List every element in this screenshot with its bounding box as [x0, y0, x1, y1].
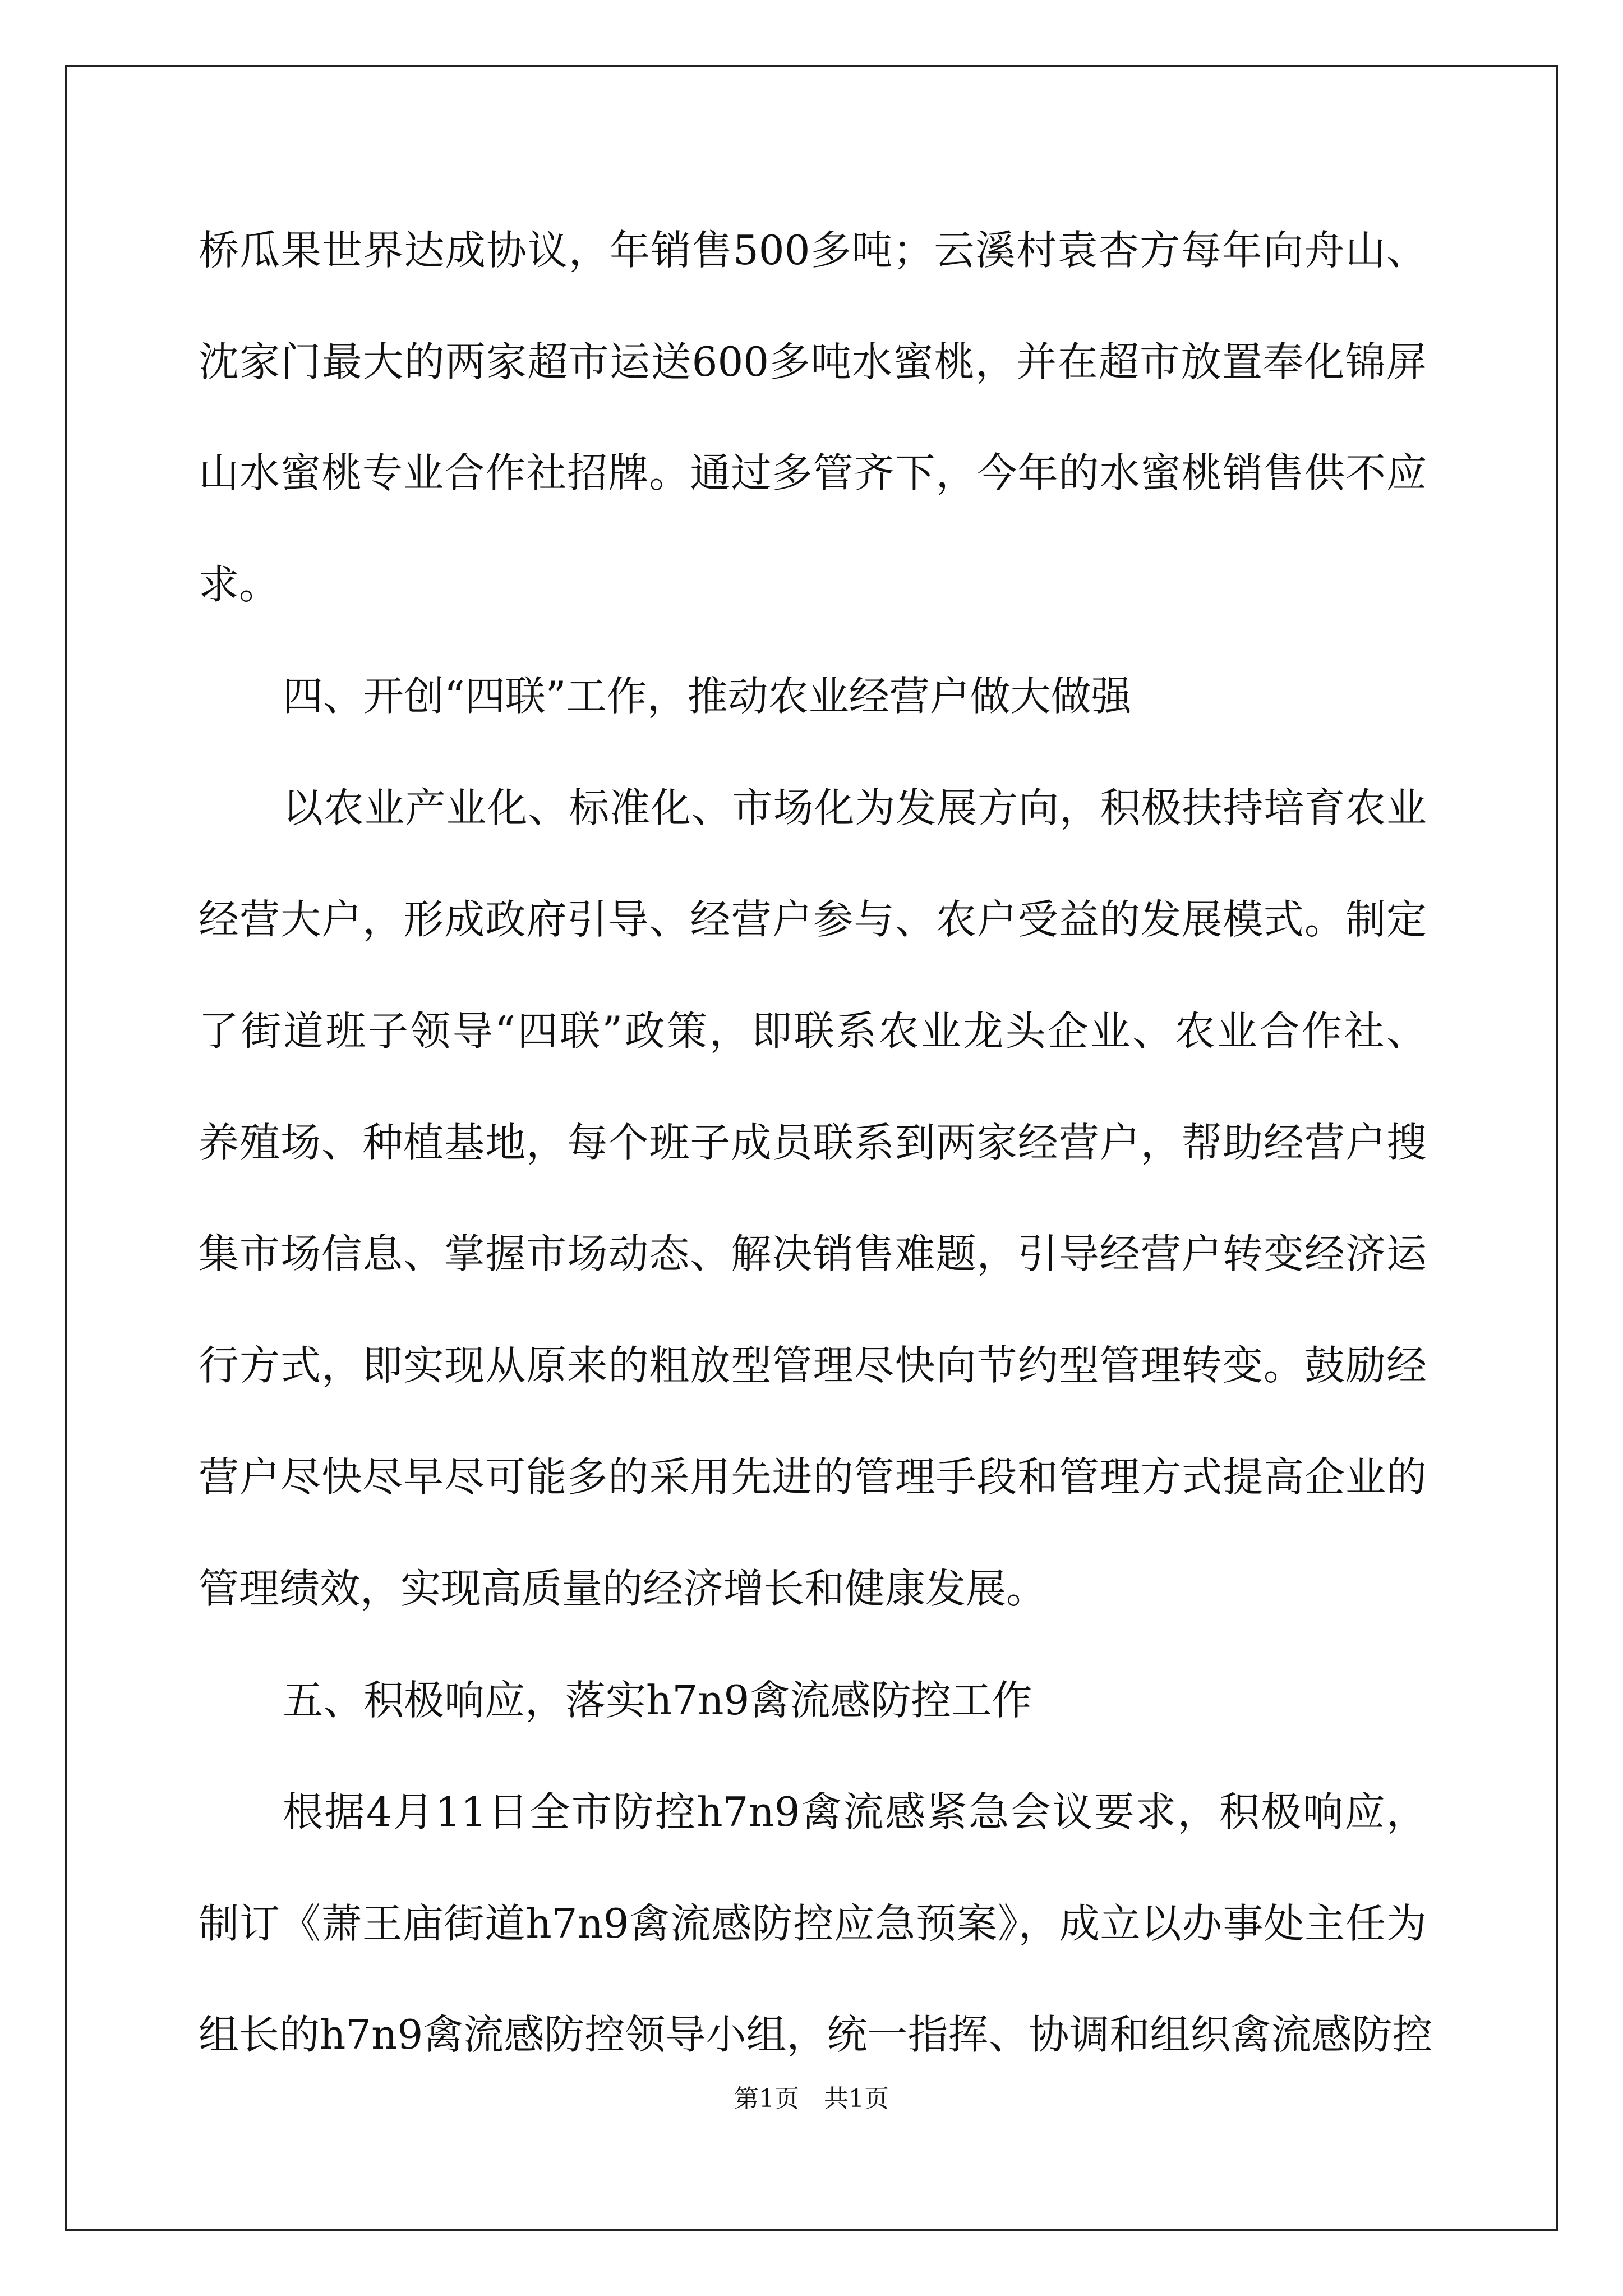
- section-heading: 五、积极响应，落实h7n9禽流感防控工作: [283, 1677, 1032, 1724]
- text-line: 组长的h7n9禽流感防控领导小组，统一指挥、协调和组织禽流感防控: [199, 2011, 1433, 2058]
- text-line: 了街道班子领导“四联”政策，即联系农业龙头企业、农业合作社、: [199, 1007, 1427, 1055]
- text-line: 营户尽快尽早尽可能多的采用先进的管理手段和管理方式提高企业的: [199, 1453, 1427, 1501]
- text-line: 养殖场、种植基地，每个班子成员联系到两家经营户，帮助经营户搜: [199, 1119, 1427, 1166]
- text-line: 行方式，即实现从原来的粗放型管理尽快向节约型管理转变。鼓励经: [199, 1342, 1427, 1389]
- section-heading: 四、开创“四联”工作，推动农业经营户做大做强: [283, 673, 1132, 720]
- page-number: 第1页 共1页: [734, 2085, 889, 2113]
- text-line: 山水蜜桃专业合作社招牌。通过多管齐下，今年的水蜜桃销售供不应: [199, 449, 1427, 496]
- text-line: 经营大户，形成政府引导、经营户参与、农户受益的发展模式。制定: [199, 896, 1427, 943]
- text-line: 以农业产业化、标准化、市场化为发展方向，积极扶持培育农业: [283, 784, 1427, 831]
- text-line: 沈家门最大的两家超市运送600多吨水蜜桃，并在超市放置奉化锦屏: [199, 338, 1427, 385]
- text-line: 管理绩效，实现高质量的经济增长和健康发展。: [199, 1565, 1047, 1612]
- text-line: 集市场信息、掌握市场动态、解决销售难题，引导经营户转变经济运: [199, 1230, 1427, 1277]
- text-line: 桥瓜果世界达成协议，年销售500多吨；云溪村袁杏方每年向舟山、: [199, 227, 1427, 274]
- text-line: 制订《萧王庙街道h7n9禽流感防控应急预案》，成立以办事处主任为: [199, 1900, 1427, 1947]
- text-line: 求。: [199, 561, 280, 608]
- text-line: 根据4月11日全市防控h7n9禽流感紧急会议要求，积极响应，: [283, 1788, 1427, 1835]
